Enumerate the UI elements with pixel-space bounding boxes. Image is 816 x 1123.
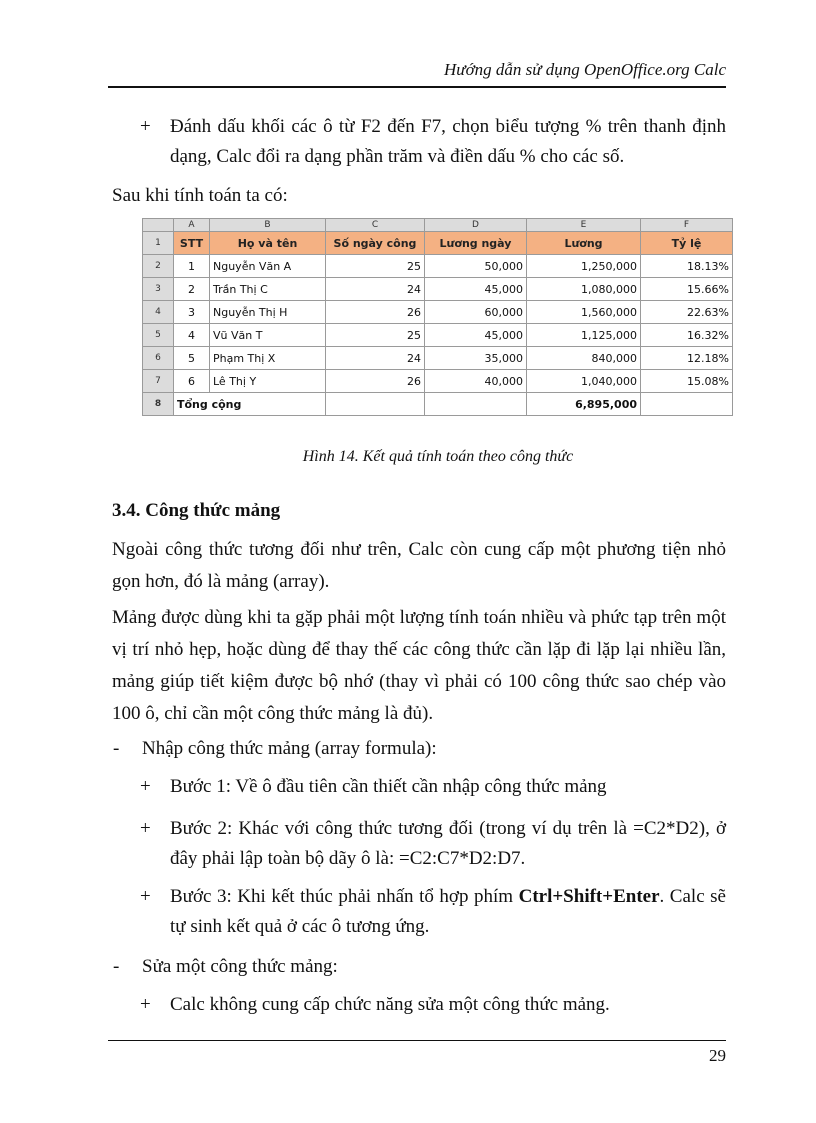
corner-cell	[143, 219, 174, 232]
bullet-symbol: +	[140, 776, 151, 797]
cell: 26	[326, 370, 425, 393]
header-cell-ratio: Tỷ lệ	[641, 232, 733, 255]
step-2-text: Bước 2: Khác với công thức tương đối (trong ví dụ trên là =C2*D2), ở đây phải lập toàn bộ dãy ô là: =C2:C7*D2:D7.	[170, 818, 726, 869]
figure-caption: Hình 14. Kết quả tính toán theo công thức	[302, 448, 574, 465]
cell: 45,000	[425, 278, 527, 301]
cell: 25	[326, 324, 425, 347]
cell: 25	[326, 255, 425, 278]
column-header: F	[641, 219, 733, 232]
bullet-symbol: +	[140, 116, 151, 137]
table-row	[143, 347, 733, 370]
list-item-array-formula: Nhập công thức mảng (array formula):	[142, 738, 437, 759]
cell: 1,080,000	[527, 278, 641, 301]
cell: 1,560,000	[527, 301, 641, 324]
cell: 15.66%	[641, 278, 733, 301]
step-3-text	[170, 882, 726, 942]
intro-after-text: Sau khi tính toán ta có:	[112, 185, 288, 206]
table-header-row	[143, 232, 733, 255]
list-item-edit-array: Sửa một công thức mảng:	[142, 956, 338, 977]
row-number: 1	[143, 232, 174, 255]
cell: 1	[174, 255, 210, 278]
step-1-text: Bước 1: Về ô đầu tiên cần thiết cần nhập công thức mảng	[170, 776, 607, 797]
bullet-symbol: +	[140, 886, 151, 907]
section-heading: 3.4. Công thức mảng	[112, 500, 281, 521]
cell: 6	[174, 370, 210, 393]
total-value: 6,895,000	[527, 393, 641, 416]
cell: 35,000	[425, 347, 527, 370]
cell: 24	[326, 278, 425, 301]
bullet-symbol: +	[140, 818, 151, 839]
column-header-row	[143, 219, 733, 232]
row-number: 7	[143, 370, 174, 393]
table-row	[143, 255, 733, 278]
cell: 1,250,000	[527, 255, 641, 278]
paragraph-2: Mảng được dùng khi ta gặp phải một lượng tính toán nhiều và phức tạp trên một vị trí nhỏ hẹp, hoặc dùng để thay thế các công thức cần lặp đi lặp lại nhiều lần, mảng giúp tiết kiệm được bộ nhớ (thay vì phải có 100 công thức sao chép vào 100 ô, chỉ cần một công thức mảng là đủ).	[112, 607, 726, 724]
page-number: 29	[709, 1046, 726, 1065]
cell: 26	[326, 301, 425, 324]
cell: 1,040,000	[527, 370, 641, 393]
cell: 2	[174, 278, 210, 301]
row-number: 3	[143, 278, 174, 301]
cell: 18.13%	[641, 255, 733, 278]
header-cell-daily-wage: Lương ngày	[425, 232, 527, 255]
cell: 16.32%	[641, 324, 733, 347]
step-3-keys: Ctrl+Shift+Enter	[518, 886, 660, 907]
cell: 22.63%	[641, 301, 733, 324]
step-4-text: Calc không cung cấp chức năng sửa một công thức mảng.	[170, 994, 610, 1015]
header-cell-days: Số ngày công	[326, 232, 425, 255]
row-number: 6	[143, 347, 174, 370]
cell: Nguyễn Văn A	[210, 255, 326, 278]
column-header: C	[326, 219, 425, 232]
cell: 40,000	[425, 370, 527, 393]
table-row	[143, 324, 733, 347]
dash-symbol: -	[113, 956, 120, 977]
row-number: 2	[143, 255, 174, 278]
spreadsheet-table	[142, 218, 733, 416]
step-3-pre: Bước 3: Khi kết thúc phải nhấn tổ hợp phím	[170, 886, 519, 907]
cell: 15.08%	[641, 370, 733, 393]
cell: 1,125,000	[527, 324, 641, 347]
table-row	[143, 301, 733, 324]
header-cell-salary: Lương	[527, 232, 641, 255]
dash-symbol: -	[113, 738, 120, 759]
row-number: 4	[143, 301, 174, 324]
cell: 840,000	[527, 347, 641, 370]
header-cell-stt: STT	[174, 232, 210, 255]
column-header: A	[174, 219, 210, 232]
paragraph-1: Ngoài công thức tương đối như trên, Calc còn cung cấp một phương tiện nhỏ gọn hơn, đó là mảng (array).	[112, 539, 726, 592]
step-3-post: . Calc sẽ tự sinh kết quả ở các ô tương ứng.	[170, 886, 726, 937]
cell: 45,000	[425, 324, 527, 347]
cell: 4	[174, 324, 210, 347]
total-label: Tổng cộng	[174, 393, 326, 416]
header-cell-name: Họ và tên	[210, 232, 326, 255]
cell: Vũ Văn T	[210, 324, 326, 347]
column-header: D	[425, 219, 527, 232]
total-row	[143, 393, 733, 416]
header-title: Hướng dẫn sử dụng OpenOffice.org Calc	[444, 60, 726, 79]
cell	[425, 393, 527, 416]
cell: 60,000	[425, 301, 527, 324]
row-number: 5	[143, 324, 174, 347]
cell	[641, 393, 733, 416]
cell: Trần Thị C	[210, 278, 326, 301]
cell: 5	[174, 347, 210, 370]
row-number: 8	[143, 393, 174, 416]
cell	[326, 393, 425, 416]
intro-bullet-text: Đánh dấu khối các ô từ F2 đến F7, chọn biểu tượng % trên thanh định dạng, Calc đổi ra dạng phần trăm và điền dấu % cho các số.	[170, 116, 726, 167]
cell: 12.18%	[641, 347, 733, 370]
cell: 50,000	[425, 255, 527, 278]
footer-rule	[108, 1040, 726, 1041]
cell: Nguyễn Thị H	[210, 301, 326, 324]
bullet-symbol: +	[140, 994, 151, 1015]
column-header: B	[210, 219, 326, 232]
cell: Phạm Thị X	[210, 347, 326, 370]
cell: 24	[326, 347, 425, 370]
table-row	[143, 278, 733, 301]
table-row	[143, 370, 733, 393]
cell: 3	[174, 301, 210, 324]
cell: Lê Thị Y	[210, 370, 326, 393]
column-header: E	[527, 219, 641, 232]
header-rule	[108, 86, 726, 88]
